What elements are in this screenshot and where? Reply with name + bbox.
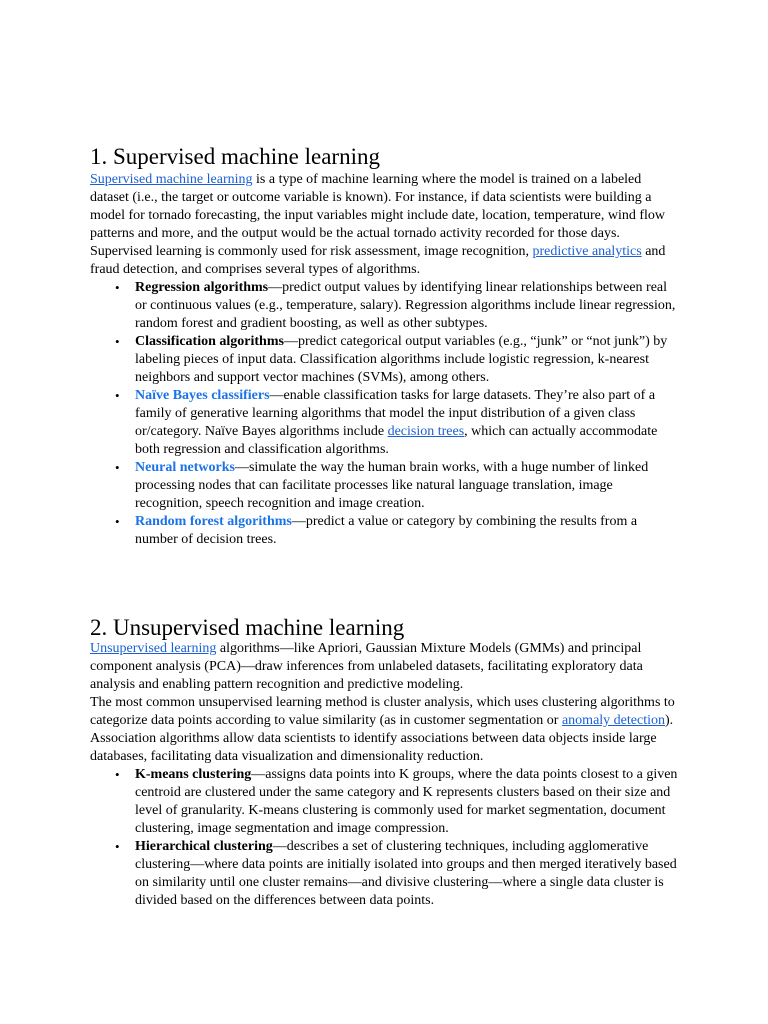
bullet-icon: • [115,388,120,403]
paragraph-text: The most common unsupervised learning method is cluster analysis, which uses clustering algorithms to categorize data points according to value similarity (as in customer segmentation or [90,695,675,728]
term-neural-networks: Neural networks [135,460,235,475]
list-item-random-forest [90,513,682,549]
paragraph-text: is a type of machine learning where the model is trained on a labeled dataset (i.e., the target or outcome variable is known). For instance, if data scientists were building a model for tornado forecasting, the input variables might include date, location, temperature, wind flow patterns and more, and the output would be the actual tornado activity recorded for those days. [90,172,665,241]
bullet-icon: • [115,280,120,295]
list-item-text: —enable classification tasks for large datasets. They’re also part of a family of generative learning algorithms that model the input distribution of a given class or/category. Naïve Bayes algorithms include [135,388,656,439]
term-hierarchical: Hierarchical clustering [135,839,273,854]
paragraph-text: Supervised learning is commonly used for risk assessment, image recognition, [90,244,533,259]
bullet-icon: • [115,839,120,854]
paragraph-text: ). Association algorithms allow data scientists to identify associations between data objects inside large databases, facilitating data visualization and dimensionality reduction. [90,713,674,764]
list-item-text: —predict a value or category by combining the results from a number of decision trees. [135,514,638,547]
list-item-k-means [90,766,682,838]
decision-trees-link[interactable]: decision trees [387,424,465,439]
supervised-algorithms-list [90,279,682,549]
list-item-hierarchical [90,838,682,910]
section-heading-supervised: 1. Supervised machine learning [90,144,380,169]
list-item-text: —assigns data points into K groups, where the data points closest to a given centroid are clustered under the same category and K represents clusters based on their size and level of granularity. K-means clustering is commonly used for market segmentation, document clustering, image segmentation and image compression. [135,767,678,836]
paragraph-supervised-uses [90,243,682,279]
bullet-icon: • [115,460,120,475]
list-item-text: —describes a set of clustering techniques, including agglomerative clustering—where data points are initially isolated into groups and then merged iteratively based on similarity until one cluster remains—and divisive clustering—where a single data cluster is divided based on the differences between data points. [135,839,677,908]
section-body-unsupervised [90,640,682,910]
list-item-naive-bayes [90,387,682,459]
bullet-icon: • [115,514,120,529]
term-random-forest: Random forest algorithms [135,514,292,529]
supervised-ml-link[interactable]: Supervised machine learning [90,172,253,187]
paragraph-supervised-intro [90,171,682,243]
predictive-analytics-link[interactable]: predictive analytics [532,244,642,259]
term-regression: Regression algorithms [135,280,269,295]
section-body-supervised [90,171,682,549]
list-item-text: —predict output values by identifying linear relationships between real or continuous values (e.g., temperature, salary). Regression algorithms include linear regression, random forest and gradient boosting, as well as other subtypes. [135,280,676,331]
term-k-means: K-means clustering [135,767,252,782]
list-item-neural-networks [90,459,682,513]
term-classification: Classification algorithms [135,334,284,349]
bullet-icon: • [115,334,120,349]
paragraph-text: and fraud detection, and comprises several types of algorithms. [90,244,666,277]
list-item-text: , which can actually accommodate both regression and classification algorithms. [135,424,658,457]
list-item-regression [90,279,682,333]
section-heading-unsupervised: 2. Unsupervised machine learning [90,615,405,640]
bullet-icon: • [115,767,120,782]
list-item-text: —predict categorical output variables (e.g., “junk” or “not junk”) by labeling pieces of input data. Classification algorithms include logistic regression, k-nearest neighbors and support vector machines (SVMs), among others. [135,334,668,385]
unsupervised-learning-link[interactable]: Unsupervised learning [90,641,217,656]
term-naive-bayes: Naïve Bayes classifiers [135,388,270,403]
unsupervised-algorithms-list [90,766,682,910]
anomaly-detection-link[interactable]: anomaly detection [561,713,665,728]
paragraph-text: algorithms—like Apriori, Gaussian Mixture Models (GMMs) and principal component analysis (PCA)—draw inferences from unlabeled datasets, facilitating exploratory data analysis and enabling pattern recognition and predictive modeling. [90,641,643,692]
paragraph-unsupervised-intro [90,640,682,694]
list-item-classification [90,333,682,387]
paragraph-clustering [90,694,682,766]
list-item-text: —simulate the way the human brain works, with a huge number of linked processing nodes that can facilitate processes like natural language translation, image recognition, speech recognition and image creation. [135,460,649,511]
